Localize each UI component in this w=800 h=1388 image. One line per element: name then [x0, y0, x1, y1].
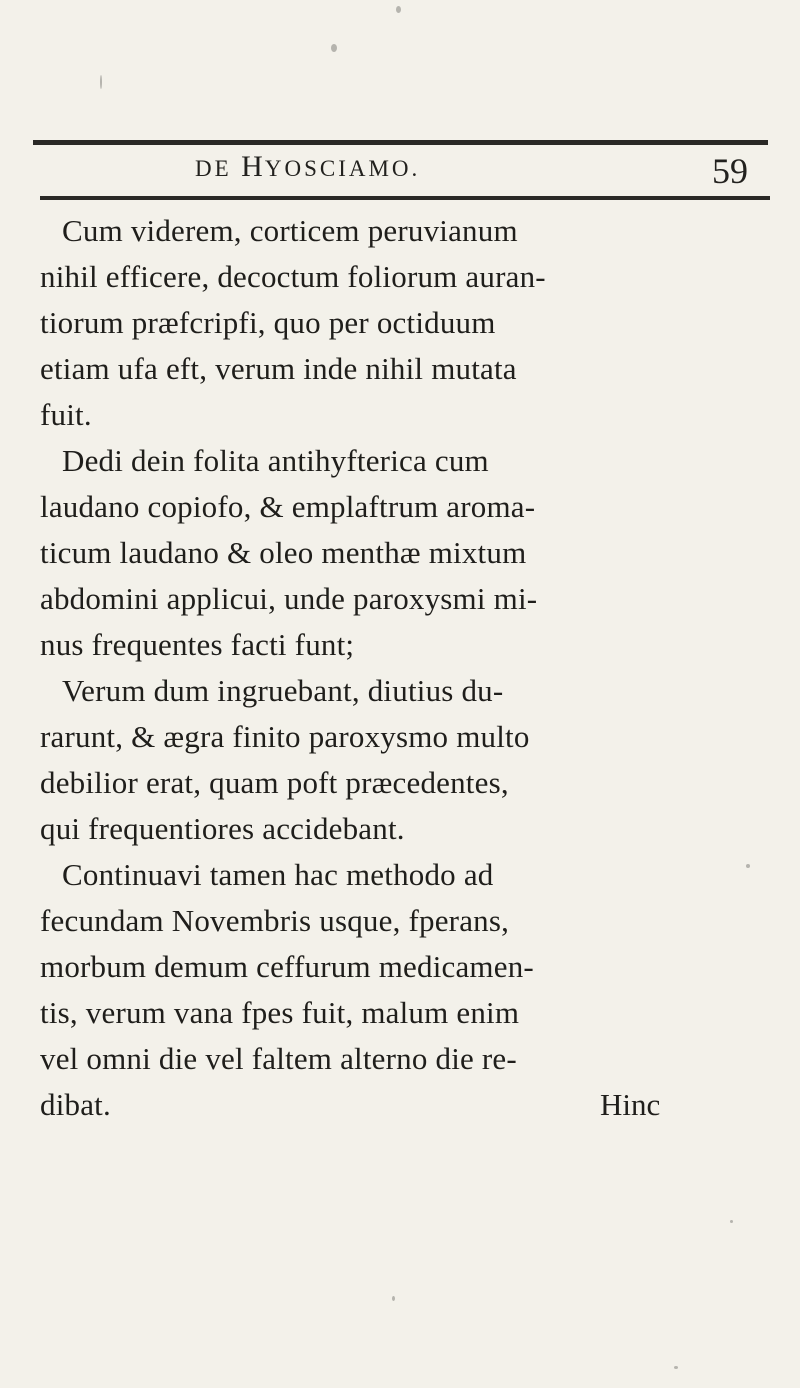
running-head-rest: YOSCIAMO.: [264, 156, 421, 181]
text-line: laudano copiofo, & emplaftrum aroma-: [40, 489, 536, 524]
text-line: fuit.: [40, 397, 92, 432]
header-rule-top: [33, 140, 768, 145]
text-line: fecundam Novembris usque, fperans,: [40, 903, 510, 938]
text-line: nus frequentes facti funt;: [40, 627, 355, 662]
page-number: 59: [712, 151, 748, 191]
text-line: vel omni die vel faltem alterno die re-: [40, 1041, 517, 1076]
paper-speck: [100, 75, 102, 89]
text-line: ticum laudano & oleo menthæ mixtum: [40, 535, 527, 570]
text-line: etiam ufa eft, verum inde nihil mutata: [40, 351, 517, 386]
paper-speck: [331, 44, 337, 52]
text-line: Verum dum ingruebant, diutius du-: [62, 673, 504, 708]
text-line: nihil efficere, decoctum foliorum auran-: [40, 259, 546, 294]
text-line: abdomini applicui, unde paroxysmi mi-: [40, 581, 538, 616]
text-line: Cum viderem, corticem peruvianum: [62, 213, 518, 248]
text-line: tis, verum vana fpes fuit, malum enim: [40, 995, 520, 1030]
text-line: Continuavi tamen hac methodo ad: [62, 857, 494, 892]
text-line: rarunt, & ægra finito paroxysmo multo: [40, 719, 530, 754]
paper-speck: [392, 1296, 395, 1301]
catchword: Hinc: [600, 1087, 661, 1122]
paper-speck: [396, 6, 401, 13]
paper-speck: [746, 864, 750, 868]
running-head-prefix: DE: [195, 156, 232, 181]
paper-speck: [674, 1366, 678, 1369]
running-head: [195, 150, 420, 184]
text-line: qui frequentiores accidebant.: [40, 811, 405, 846]
paper-speck: [730, 1220, 733, 1223]
text-line: tiorum præfcripfi, quo per octiduum: [40, 305, 496, 340]
text-line: Dedi dein folita antihyfterica cum: [62, 443, 489, 478]
text-line: debilior erat, quam poft præcedentes,: [40, 765, 509, 800]
text-line: dibat.: [40, 1087, 111, 1122]
header-rule-bottom: [40, 196, 770, 200]
text-line: morbum demum ceffurum medicamen-: [40, 949, 534, 984]
running-head-initial: H: [241, 150, 265, 183]
